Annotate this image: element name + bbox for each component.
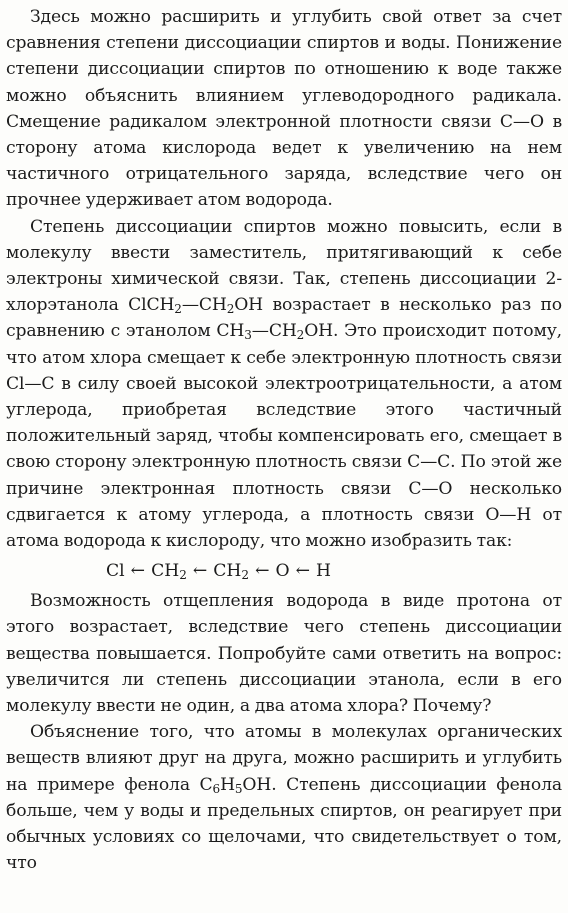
subscript: 5	[234, 781, 243, 796]
text-run: OH возрастает в несколько раз по сравнению с этанолом CH	[6, 295, 562, 342]
paragraph-chloroethanol	[6, 214, 562, 555]
subscript: 3	[244, 328, 252, 343]
formula-cl: Cl	[106, 561, 125, 582]
subscript: 2	[179, 568, 187, 583]
paragraph-dissociation-comparison: Здесь можно расширить и углубить свой ответ за счет сравнения степени диссоциации спиртов и воды. Понижение степени диссоциации спиртов по отношению к воде также можно объяснить влиянием углеводородного радикала. Смещение радикалом электронной плотности связи С—О в сторону атома кислорода ведет к увеличению на нем частичного отрицательного заряда, вследствие чего он прочнее удерживает атом водорода.	[6, 7, 562, 211]
subscript: 2	[241, 568, 250, 583]
text-run: CH	[213, 561, 242, 582]
paragraph-phenol	[6, 719, 562, 876]
text-run: —CH	[251, 321, 297, 342]
text-run: Степень диссоциации спиртов можно повысить, если в молекулу ввести заместитель, притягивающий к себе электроны химической связи. Так, степень диссоциации 2-хлорэтанола ClCH	[6, 216, 562, 316]
text-run: CH	[151, 561, 180, 582]
left-arrow-icon: ←	[255, 561, 270, 582]
text-run: OH. Степень диссоциации фенола больше, чем у воды и предельных спиртов, он реагирует при обычных условиях со щелочами, что свидетельствует о том, что	[6, 774, 562, 874]
electron-shift-formula	[6, 554, 562, 588]
text-run: H	[220, 774, 235, 795]
subscript: 6	[212, 781, 221, 796]
subscript: 2	[296, 328, 305, 343]
paragraph-proton-question: Возможность отщепления водорода в виде протона от этого возрастает, вследствие чего степень диссоциации вещества повышается. Попробуйте сами ответить на вопрос: увеличится ли степень диссоциации этанола, если в его молекулу ввести не один, а два атома хлора? Почему?	[6, 591, 562, 717]
formula-ch2	[151, 554, 187, 588]
formula-h: H	[315, 561, 331, 582]
subscript: 2	[226, 302, 235, 317]
subscript: 2	[174, 302, 182, 317]
left-arrow-icon: ←	[295, 561, 310, 582]
text-run: OH. Это происходит потому, что атом хлора смещает к себе электронную плотность связи Cl—C в силу своей высокой электроотрицательности, а атом углерода, приобретая вследствие этого частичный положительный заряд, чтобы компенсировать его, смещает в свою сторону электронную плотность связи С—С. По этой же причине электронная плотность связи С—О несколько сдвигается к атому углерода, а плотность связи О—Н от атома водорода к кислороду, что можно изобразить так:	[6, 321, 562, 552]
left-arrow-icon: ←	[130, 561, 146, 582]
left-arrow-icon: ←	[192, 561, 208, 582]
text-run: Объяснение того, что атомы в молекулах органических веществ влияют друг на друга, можно расширить и углубить на примере фенола C	[6, 722, 562, 795]
formula-ch2	[213, 554, 249, 588]
text-run: —CH	[181, 295, 227, 316]
formula-o: O	[275, 561, 290, 582]
